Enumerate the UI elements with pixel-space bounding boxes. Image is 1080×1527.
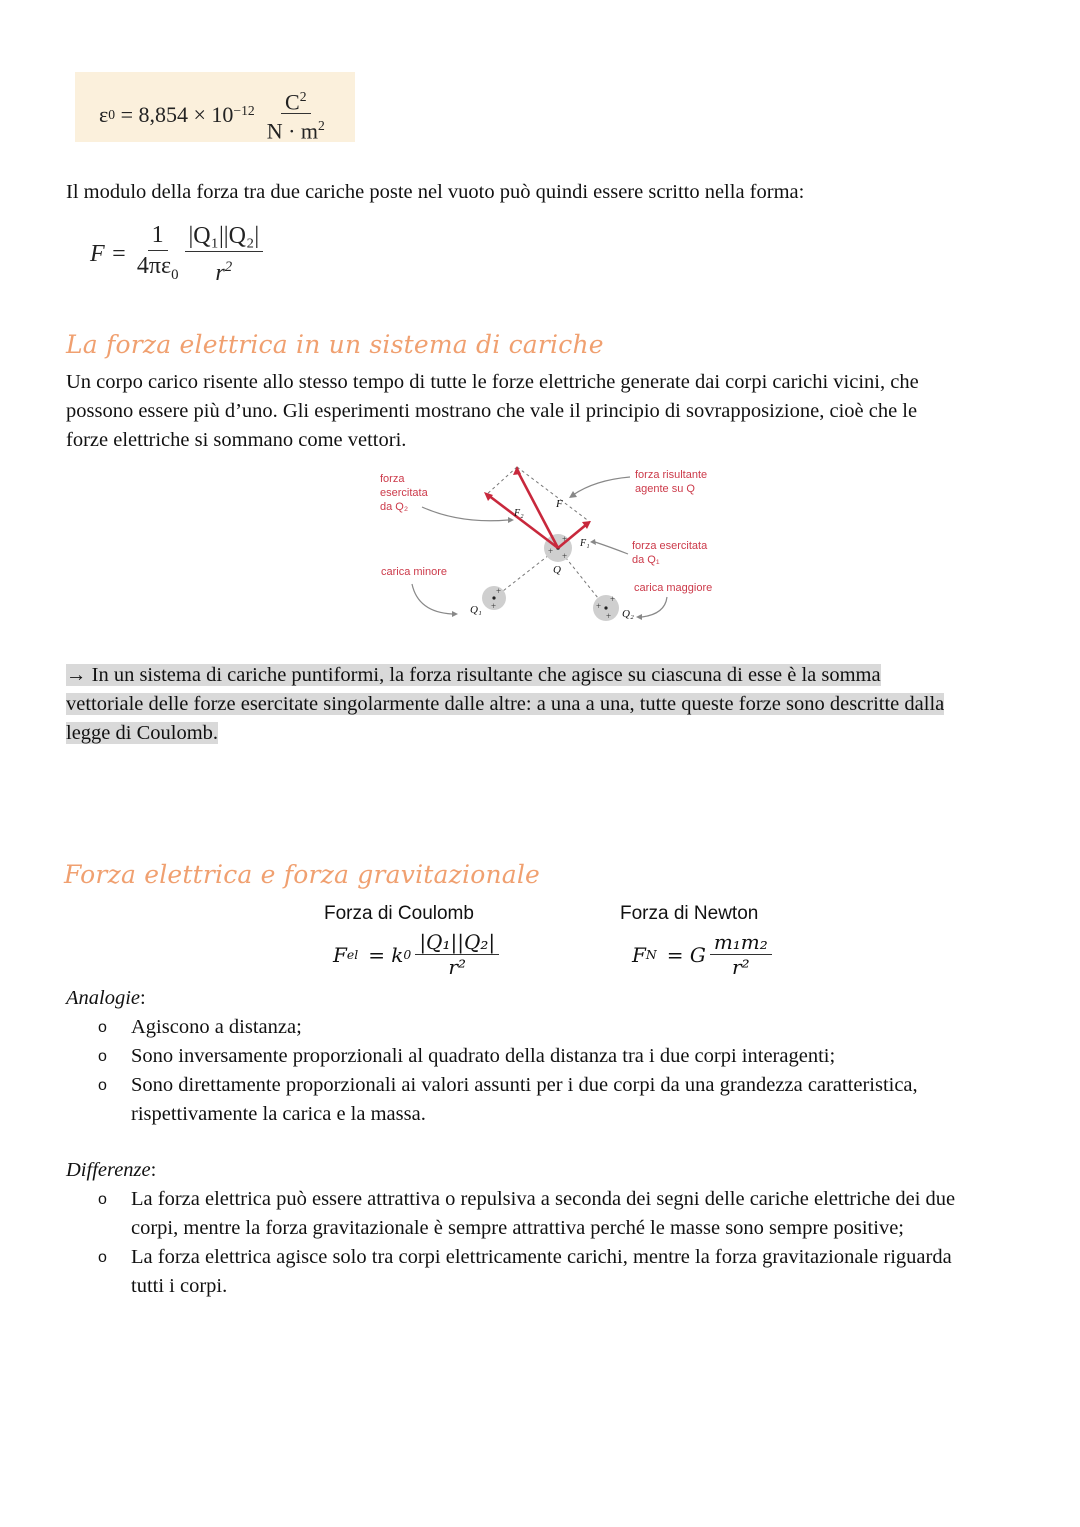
- list-item: [66, 1013, 1046, 1042]
- list-item-text: rispettivamente la carica e la massa.: [131, 1103, 426, 1125]
- coulomb-num: |Q₁||Q₂|: [415, 930, 499, 955]
- label-line: forza esercitata: [632, 540, 708, 552]
- bullet-icon: o: [98, 1019, 107, 1036]
- coulomb-k-sub: 0: [403, 947, 412, 962]
- section1-paragraph: [66, 368, 1026, 455]
- list-item-text: tutti i corpi.: [131, 1275, 228, 1297]
- bullet-icon: o: [98, 1048, 107, 1065]
- newton-law-formula: [632, 930, 772, 979]
- newton-eq: = G: [666, 942, 706, 967]
- fraction-charges-num: |Q₁||Q₂|: [185, 221, 264, 252]
- epsilon-sub: 0: [108, 106, 116, 122]
- svg-text:+: +: [610, 594, 616, 604]
- section-heading-electric-vs-gravitational: Forza elettrica e forza gravitazionale: [64, 860, 541, 889]
- differences-list: [66, 1185, 1046, 1301]
- differences-section: Differenze: o La forza elettrica può essere attrattiva o repulsiva a seconda dei segni delle cariche elettriche dei due corpi, mentre la forza gravitazionale è sempre attrattiva perché le masse sono sempre positive; o La forza elettrica agisce solo tra corpi elettricamente carichi, mentre la forza gravitazionale riguarda tutti i corpi.: [66, 1156, 1046, 1301]
- coulomb-eq: = k: [368, 942, 404, 967]
- analogies-list: [66, 1013, 1046, 1129]
- epsilon-formula: [99, 86, 329, 144]
- highlight-line: vettoriale delle forze esercitate singolarmente dalle altre: a una a una, tutte queste forze sono descritte dalla: [66, 693, 945, 715]
- epsilon-value: = 8,854 × 10: [115, 101, 234, 127]
- list-item: [66, 1071, 1046, 1129]
- unit-denominator: N · m: [266, 118, 319, 144]
- superposition-diagram: [370, 462, 730, 627]
- svg-text:+: +: [596, 601, 602, 611]
- coulomb-law-formula: [333, 930, 499, 979]
- paragraph-line: Un corpo carico risente allo stesso tempo di tutte le forze elettriche generate dai corpi carichi vicini, che: [66, 371, 919, 393]
- fraction-constant-den: 4πε: [136, 253, 172, 279]
- label-line: forza: [380, 473, 405, 485]
- svg-text:+: +: [496, 586, 502, 596]
- paragraph-line: forze elettriche si sommano come vettori.: [66, 429, 407, 451]
- svg-text:+: +: [606, 611, 612, 621]
- section-heading-system-of-charges: La forza elettrica in un sistema di cariche: [66, 330, 604, 359]
- charge-label-q: Q: [553, 564, 561, 576]
- newton-den: r²: [732, 955, 750, 979]
- label-force-from-q2: [380, 472, 428, 514]
- vector-label-f1: F₁: [580, 538, 590, 549]
- list-item-text: Sono inversamente proporzionali al quadrato della distanza tra i due corpi interagenti;: [131, 1045, 836, 1067]
- fraction-constant-num: 1: [148, 220, 168, 251]
- unit-numerator: C: [285, 89, 300, 115]
- fraction-charges-den: r: [215, 260, 225, 287]
- highlight-line: → In un sistema di cariche puntiformi, la forza risultante che agisce su ciascuna di esse è la somma: [66, 664, 881, 686]
- epsilon-sub: 0: [171, 266, 179, 283]
- label-line: da Q₂: [380, 501, 409, 513]
- fraction-charges: [185, 221, 264, 288]
- coulomb-title: Forza di Coulomb: [324, 903, 474, 924]
- label-line: agente su Q: [635, 483, 695, 495]
- newton-lhs: F: [632, 942, 646, 967]
- newton-fraction: [710, 930, 772, 979]
- charge-label-q2: Q₂: [622, 608, 634, 620]
- svg-text:+: +: [562, 534, 568, 544]
- unit-den-exp: 2: [318, 118, 325, 134]
- bullet-icon: o: [98, 1249, 107, 1266]
- bullet-icon: o: [98, 1191, 107, 1208]
- label-line: da Q₁: [632, 554, 660, 566]
- r-exponent: 2: [224, 259, 233, 276]
- list-item-text: La forza elettrica agisce solo tra corpi elettricamente carichi, mentre la forza gravitazionale riguarda: [131, 1246, 952, 1268]
- label-line: forza risultante: [635, 469, 708, 481]
- label-line: esercitata: [380, 487, 428, 499]
- newton-num: m₁m₂: [710, 930, 772, 955]
- differences-label: Differenze: [66, 1159, 151, 1181]
- analogies-section: Analogie: o Agiscono a distanza; o Sono inversamente proporzionali al quadrato della distanza tra i due corpi interagenti; o Sono direttamente proporzionali ai valori assunti per i due corpi da una grandezza caratteristica, rispettivamente la carica e la massa.: [66, 984, 1046, 1129]
- epsilon-symbol: ε: [99, 101, 109, 127]
- intro-text: Il modulo della forza tra due cariche poste nel vuoto può quindi essere scritto nella forma:: [66, 181, 805, 203]
- label-resultant-force: [635, 468, 707, 496]
- list-item-text: La forza elettrica può essere attrattiva o repulsiva a seconda dei segni delle cariche elettriche dei due: [131, 1188, 956, 1210]
- svg-text:+: +: [548, 546, 554, 556]
- list-item-text: corpi, mentre la forza gravitazionale è sempre attrattiva perché le masse sono sempre positive;: [131, 1217, 904, 1239]
- fraction-constant: [133, 220, 183, 290]
- formula-lhs: F =: [90, 241, 127, 268]
- coulomb-lhs: F: [333, 942, 347, 967]
- label-force-from-q1: [632, 539, 707, 567]
- analogies-label: Analogie: [66, 987, 141, 1009]
- list-item: [66, 1243, 1046, 1301]
- svg-text:+: +: [491, 601, 497, 611]
- coulomb-formula: [90, 220, 263, 290]
- charge-label-q1: Q₁: [470, 604, 482, 616]
- unit-num-exp: 2: [299, 89, 307, 104]
- epsilon-exponent: −12: [233, 102, 255, 118]
- list-item: [66, 1185, 1046, 1243]
- highlight-line: legge di Coulomb.: [66, 722, 219, 744]
- coulomb-lhs-sub: el: [346, 947, 359, 962]
- vector-label-f: F: [556, 498, 563, 510]
- label-minor-charge: carica minore: [381, 566, 448, 578]
- coulomb-den: r²: [448, 955, 466, 979]
- bullet-icon: o: [98, 1077, 107, 1094]
- list-item: [66, 1042, 1046, 1071]
- label-major-charge: carica maggiore: [634, 582, 713, 594]
- epsilon-unit-fraction: [263, 86, 329, 144]
- vector-label-f2: F₂: [514, 508, 524, 519]
- list-item-text: Agiscono a distanza;: [131, 1016, 302, 1038]
- svg-text:+: +: [562, 551, 568, 561]
- epsilon-constant-box: [75, 72, 355, 142]
- newton-lhs-sub: N: [645, 947, 657, 962]
- coulomb-fraction: [415, 930, 499, 979]
- newton-title: Forza di Newton: [620, 903, 759, 924]
- list-item-text: Sono direttamente proporzionali ai valori assunti per i due corpi da una grandezza caratteristica,: [131, 1074, 918, 1096]
- paragraph-line: possono essere più d’uno. Gli esperimenti mostrano che vale il principio di sovrapposizione, cioè che le: [66, 400, 918, 422]
- highlighted-conclusion: [66, 661, 944, 748]
